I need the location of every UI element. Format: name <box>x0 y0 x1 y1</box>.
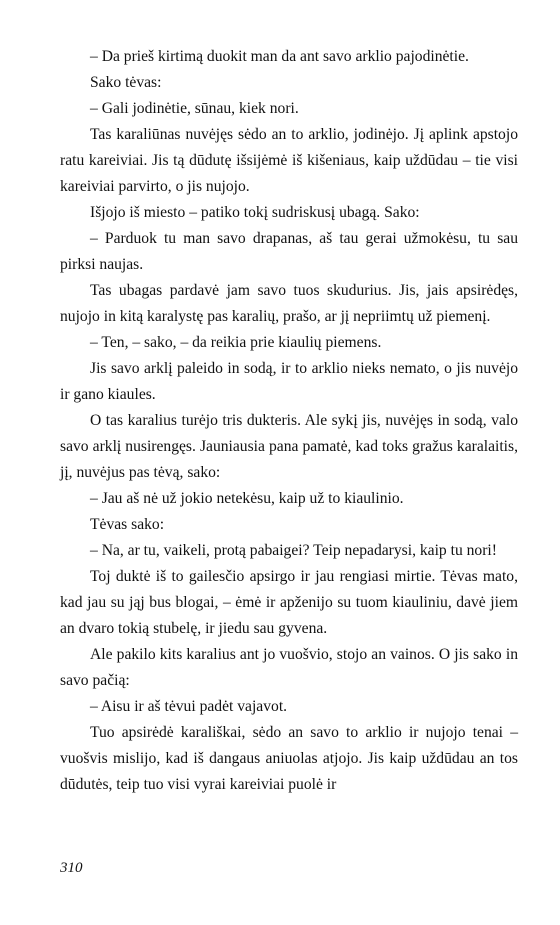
page-number: 310 <box>60 860 83 876</box>
paragraph: Toj duktė iš to gailesčio apsirgo ir jau rengiasi mirtie. Tėvas mato, kad jau su jąj bus blogai, – ėmė ir apženijo su tuom kiauliniu, davė jiem an dvaro tokią stubelę, ir jiedu sau gyvena. <box>60 568 518 637</box>
paragraph: Ale pakilo kits karalius ant jo vuošvio, stojo an vainos. O jis sako in savo pačią: <box>60 646 518 689</box>
paragraph: Išjojo iš miesto – patiko tokį sudriskusį ubagą. Sako: <box>90 204 420 221</box>
paragraph: Tas ubagas pardavė jam savo tuos skudurius. Jis, jais apsirėdęs, nujojo in kitą karalystę pas karalių, prašo, ar jį nepriimtų už piemenį. <box>60 282 518 325</box>
body-text <box>60 44 518 798</box>
paragraph: – Na, ar tu, vaikeli, protą pabaigei? Teip nepadarysi, kaip tu nori! <box>90 542 497 559</box>
paragraph: O tas karalius turėjo tris dukteris. Ale sykį jis, nuvėjęs in sodą, valo savo arklį nusirengęs. Jauniausia pana pamatė, kad toks gražus karalaitis, jį, nuvėjus pas tėvą, sako: <box>60 412 518 481</box>
paragraph: – Parduok tu man savo drapanas, aš tau gerai užmokėsu, tu sau pirksi naujas. <box>60 230 518 273</box>
paragraph: – Jau aš nė už jokio netekėsu, kaip už to kiaulinio. <box>90 490 404 507</box>
paragraph: Tėvas sako: <box>90 516 165 533</box>
paragraph: Tuo apsirėdė karališkai, sėdo an savo to arklio ir nujojo tenai – vuošvis mislijo, kad iš dangaus aniuolas atjojo. Jis kaip uždūdau an tos dūdutės, teip tuo visi vyrai kareiviai puolė ir <box>60 724 518 793</box>
paragraph: Tas karaliūnas nuvėjęs sėdo an to arklio, jodinėjo. Jį aplink apstojo ratu kareiviai. Jis tą dūdutę išsijėmė iš kišeniaus, kaip uždūdau – tie visi kareiviai parvirto, o jis nujojo. <box>60 126 518 195</box>
paragraph: – Gali jodinėtie, sūnau, kiek nori. <box>90 100 299 117</box>
paragraph: – Da prieš kirtimą duokit man da ant savo arklio pajodinėtie. <box>90 48 469 65</box>
paragraph: – Aisu ir aš tėvui padėt vajavot. <box>90 698 288 715</box>
paragraph: Sako tėvas: <box>90 74 162 91</box>
paragraph: Jis savo arklį paleido in sodą, ir to arklio nieks nemato, o jis nuvėjo ir gano kiaules. <box>60 360 518 403</box>
paragraph: – Ten, – sako, – da reikia prie kiaulių piemens. <box>90 334 382 351</box>
